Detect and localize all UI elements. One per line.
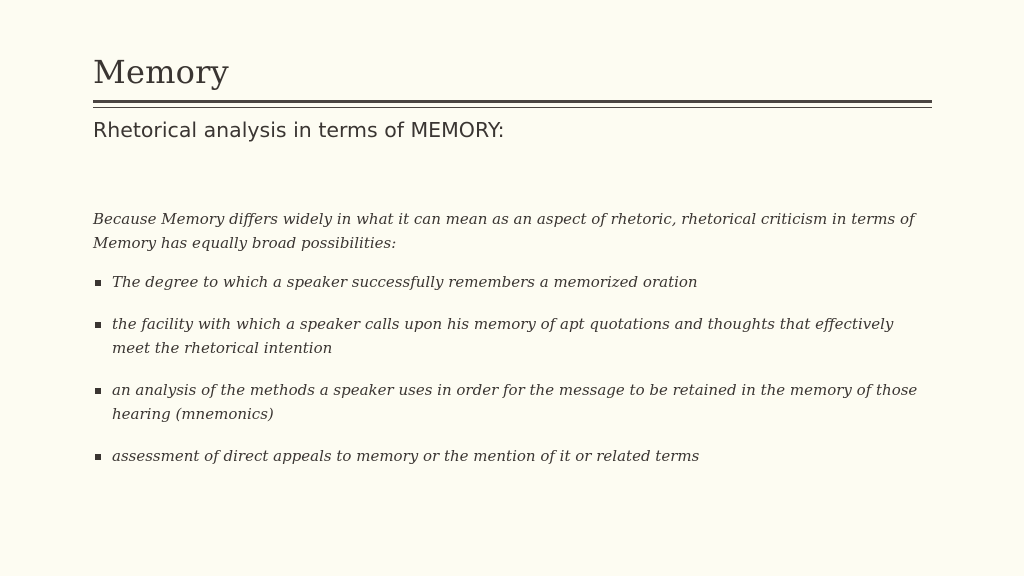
square-bullet-icon: [95, 388, 101, 394]
bullet-item: [93, 444, 923, 468]
title-rule-thick: [93, 100, 932, 103]
bullet-text: an analysis of the methods a speaker uses in order for the message to be retained in the memory of those hearing (mnemonics): [112, 381, 918, 423]
slide-title: Memory: [93, 53, 229, 91]
square-bullet-icon: [95, 454, 101, 460]
bullet-item: [93, 270, 923, 294]
bullet-item: [93, 312, 923, 360]
title-rule-thin: [93, 107, 932, 108]
bullet-text: assessment of direct appeals to memory or the mention of it or related terms: [112, 447, 700, 465]
bullet-text: The degree to which a speaker successfully remembers a memorized oration: [112, 273, 698, 291]
bullet-list: [93, 270, 923, 468]
square-bullet-icon: [95, 322, 101, 328]
intro-paragraph: Because Memory differs widely in what it can mean as an aspect of rhetoric, rhetorical criticism in terms of Memory has equally broad possibilities:: [93, 210, 915, 252]
bullet-text: the facility with which a speaker calls upon his memory of apt quotations and thoughts that effectively meet the rhetorical intention: [112, 315, 894, 357]
bullet-item: [93, 378, 923, 426]
square-bullet-icon: [95, 280, 101, 286]
slide-subtitle: Rhetorical analysis in terms of MEMORY:: [93, 118, 505, 142]
